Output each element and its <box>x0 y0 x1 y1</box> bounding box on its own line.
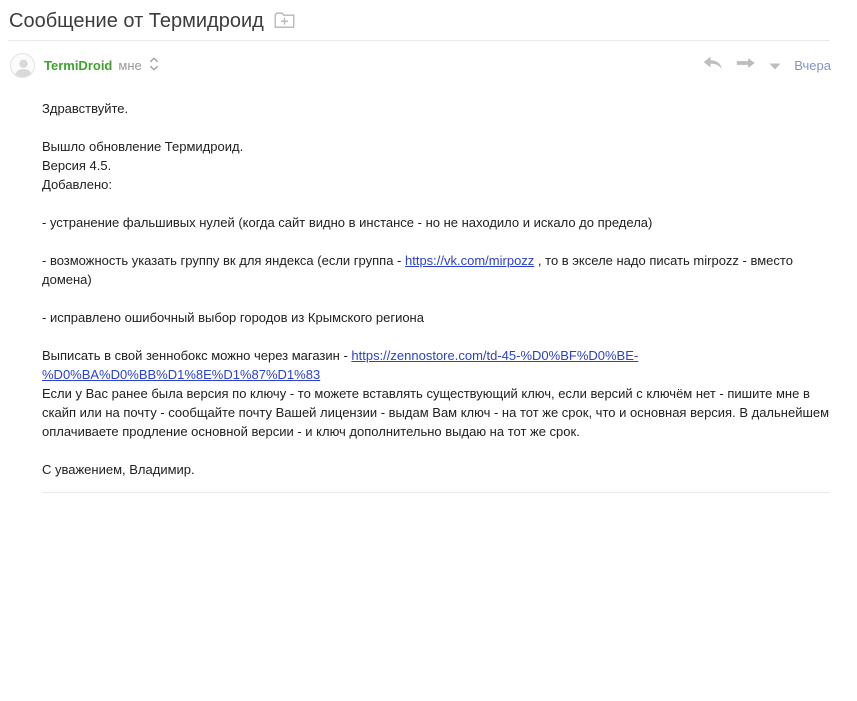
show-details-icon[interactable] <box>149 57 159 76</box>
body-text: Если у Вас ранее была версия по ключу - то можете вставлять существующий ключ, если версий с ключём нет - пишите мне в скайп или на почту - сообщайте почту Вашей лицензии - выдам Вам ключ - на тот же срок, что и основная версия. В дальнейшем оплачиваете продление основной версии - и ключ дополнительно выдаю на тот же срок. <box>42 386 830 439</box>
sender-name[interactable]: TermiDroid <box>44 58 113 73</box>
body-link[interactable]: %D0%BA%D0%BB%D1%8E%D1%87%D1%83 <box>42 367 321 382</box>
body-text: - устранение фальшивых нулей (когда сайт видно в инстансе - но не находило и искало до предела) <box>42 215 653 230</box>
body-paragraph <box>42 213 830 232</box>
body-paragraph <box>42 346 830 441</box>
body-paragraph <box>42 251 830 289</box>
body-paragraph <box>42 308 830 327</box>
reply-icon[interactable] <box>703 56 722 75</box>
body-text: Добавлено: <box>42 177 113 192</box>
body-paragraph <box>42 99 830 118</box>
body-text: - исправлено ошибочный выбор городов из Крымского региона <box>42 310 424 325</box>
body-text: Здравствуйте. <box>42 101 129 116</box>
message-date: Вчера <box>794 58 831 73</box>
add-to-folder-icon[interactable] <box>274 11 295 34</box>
body-paragraph <box>42 460 830 479</box>
more-actions-icon[interactable] <box>769 57 781 75</box>
message-title-bar <box>0 0 857 34</box>
body-text: - возможность указать группу вк для яндекса (если группа - <box>42 253 405 268</box>
message-header <box>0 41 857 78</box>
body-text: С уважением, Владимир. <box>42 462 195 477</box>
body-link[interactable]: https://vk.com/mirpozz <box>404 253 535 268</box>
body-text: Выписать в свой зеннобокс можно через магазин - <box>42 348 352 363</box>
body-text: Вышло обновление Термидроид. <box>42 139 244 154</box>
forward-icon[interactable] <box>736 56 755 75</box>
body-text: Версия 4.5. <box>42 158 112 173</box>
page-title: Сообщение от Термидроид <box>9 10 264 32</box>
message-body <box>42 99 830 479</box>
body-paragraph <box>42 137 830 194</box>
message-actions <box>703 56 831 75</box>
footer-divider <box>42 492 830 493</box>
body-link[interactable]: https://zennostore.com/td-45-%D0%BF%D0%BE- <box>351 348 639 363</box>
avatar <box>10 53 35 78</box>
body-text: , то в экселе надо писать mirpozz - вместо домена) <box>42 253 793 287</box>
recipient-label: мне <box>118 58 142 73</box>
